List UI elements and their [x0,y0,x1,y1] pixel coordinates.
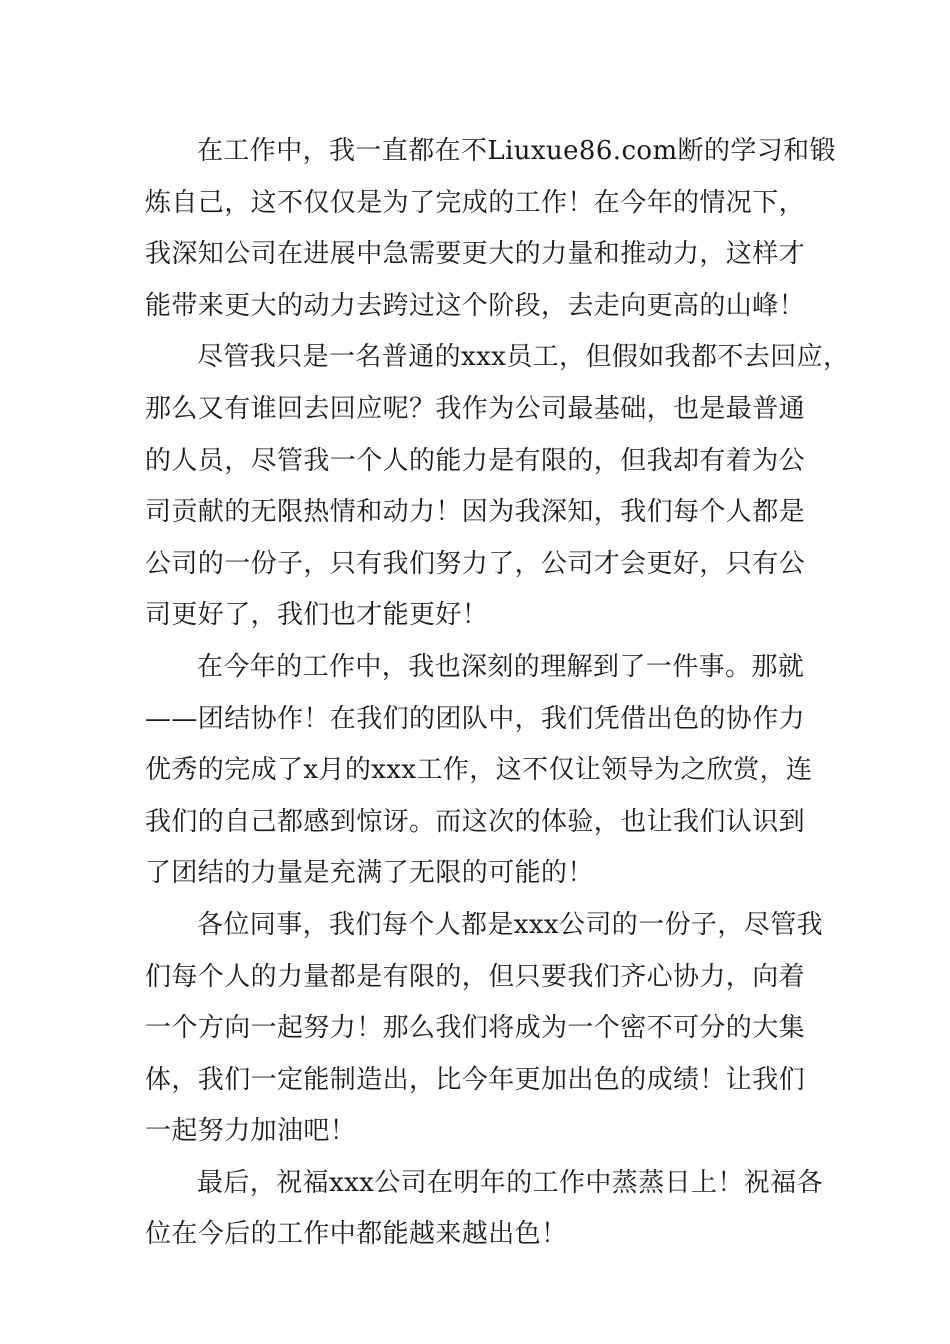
document-body [145,126,850,1261]
text-line: 一个方向一起努力！那么我们将成为一个密不可分的大集 [145,1013,806,1044]
text-line: 能带来更大的动力去跨过这个阶段，去走向更高的山峰！ [145,290,806,321]
text-line: 司贡献的无限热情和动力！因为我深知，我们每个人都是 [145,497,806,528]
text-line: 那么又有谁回去回应呢？我作为公司最基础，也是最普通 [145,393,806,424]
text-line: 的人员，尽管我一个人的能力是有限的，但我却有着为公 [145,445,806,476]
paragraph-2 [145,332,850,642]
text-line: 最后，祝福xxx公司在明年的工作中蒸蒸日上！祝福各 [197,1167,823,1198]
text-line: 司更好了，我们也才能更好！ [145,600,489,631]
text-line: 尽管我只是一名普通的xxx员工，但假如我都不去回应， [197,342,850,373]
text-line: 一起努力加油吧！ [145,1116,357,1147]
text-line: 们每个人的力量都是有限的，但只要我们齐心协力，向着 [145,961,806,992]
text-line: 位在今后的工作中都能越来越出色！ [145,1219,568,1250]
paragraph-1 [145,126,836,332]
paragraph-3 [145,642,813,900]
text-line: 炼自己，这不仅仅是为了完成的工作！在今年的情况下， [145,187,806,218]
text-line: 我们的自己都感到惊讶。而这次的体验，也让我们认识到 [145,806,806,837]
text-line: ——团结协作！在我们的团队中，我们凭借出色的协作力 [145,703,806,734]
text-line: 了团结的力量是充满了无限的可能的！ [145,858,594,889]
text-line: 优秀的完成了x月的xxx工作，这不仅让领导为之欣赏，连 [145,755,813,786]
text-line: 体，我们一定能制造出，比今年更加出色的成绩！让我们 [145,1064,806,1095]
paragraph-4 [145,900,823,1158]
text-line: 在今年的工作中，我也深刻的理解到了一件事。那就 [197,651,805,682]
paragraph-5 [145,1158,823,1261]
text-line: 在工作中，我一直都在不Liuxue86.com断的学习和锻 [197,136,836,166]
text-line: 各位同事，我们每个人都是xxx公司的一份子，尽管我 [197,909,823,940]
text-line: 公司的一份子，只有我们努力了，公司才会更好，只有公 [145,548,806,579]
text-line: 我深知公司在进展中急需要更大的力量和推动力，这样才 [145,239,806,270]
